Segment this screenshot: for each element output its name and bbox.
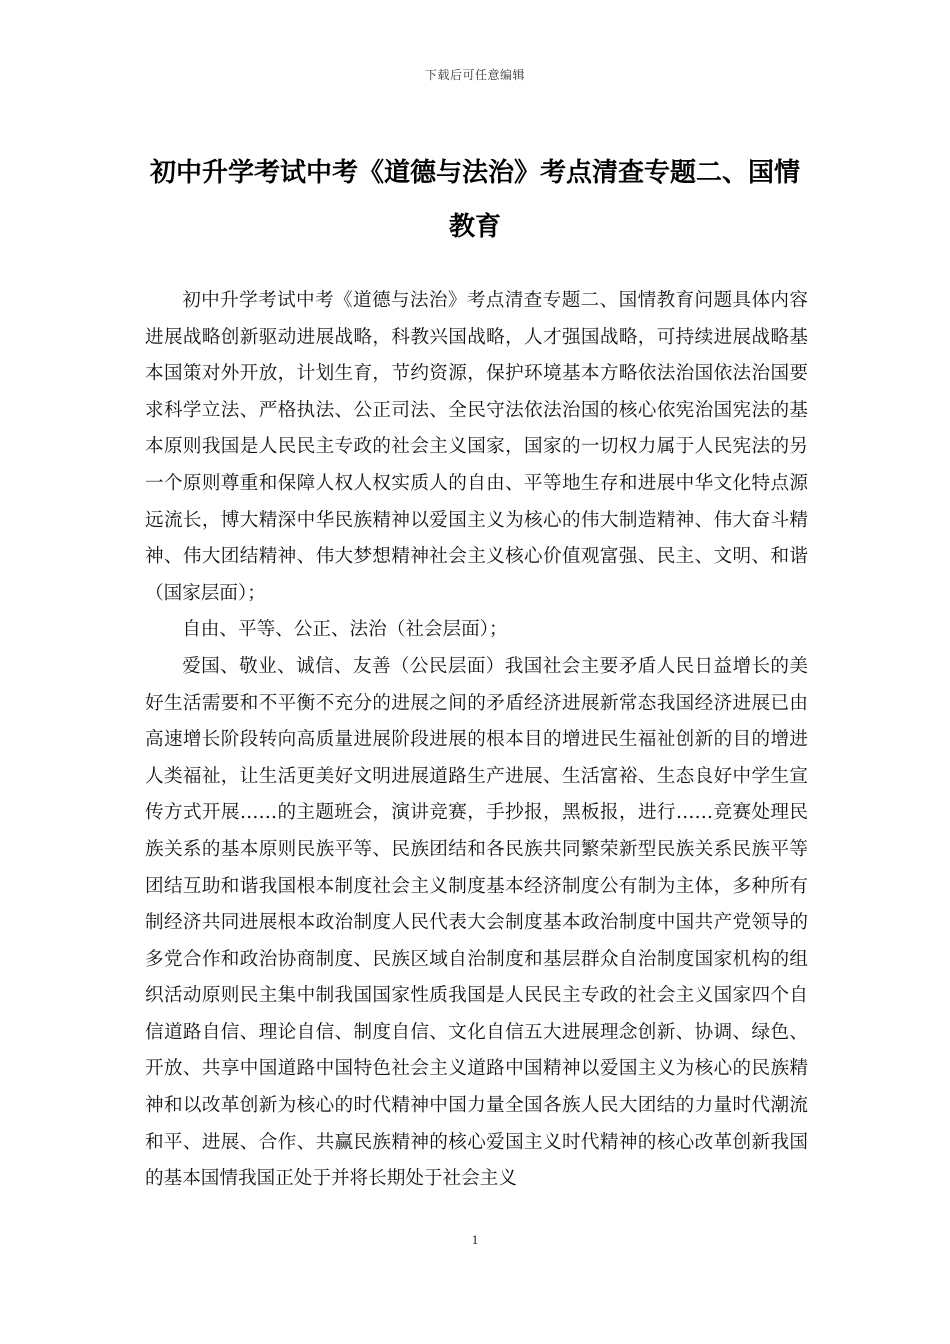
page-number: 1 [471, 1232, 479, 1247]
paragraph: 初中升学考试中考《道德与法治》考点清查专题二、国情教育问题具体内容进展战略创新驱动进展战略，科教兴国战略，人才强国战略，可持续进展战略基本国策对外开放，计划生育，节约资源，保护环境基本方略依法治国依法治国要求科学立法、严格执法、公正司法、全民守法依法治国的核心依宪治国宪法的基本原则我国是人民民主专政的社会主义国家，国家的一切权力属于人民宪法的另一个原则尊重和保障人权人权实质人的自由、平等地生存和进展中华文化特点源远流长，博大精深中华民族精神以爱国主义为核心的伟大制造精神、伟大奋斗精神、伟大团结精神、伟大梦想精神社会主义核心价值观富强、民主、文明、和谐（国家层面）； [145, 290, 808, 604]
document-body [145, 283, 808, 1198]
page-header: 下载后可任意编辑 [424, 68, 525, 82]
paragraph: 自由、平等、公正、法治（社会层面）； [182, 619, 508, 641]
paragraph: 爱国、敬业、诚信、友善（公民层面）我国社会主要矛盾人民日益增长的美好生活需要和不平衡不充分的进展之间的矛盾经济进展新常态我国经济进展已由高速增长阶段转向高质量进展阶段进展的根本目的增进民生福祉创新的目的增进人类福祉，让生活更美好文明进展道路生产进展、生活富裕、生态良好中学生宣传方式开展……的主题班会，演讲竞赛，手抄报，黑板报，进行……竞赛处理民族关系的基本原则民族平等、民族团结和各民族共同繁荣新型民族关系民族平等团结互助和谐我国根本制度社会主义制度基本经济制度公有制为主体，多种所有制经济共同进展根本政治制度人民代表大会制度基本政治制度中国共产党领导的多党合作和政治协商制度、民族区域自治制度和基层群众自治制度国家机构的组织活动原则民主集中制我国国家性质我国是人民民主专政的社会主义国家四个自信道路自信、理论自信、制度自信、文化自信五大进展理念创新、协调、绿色、开放、共享中国道路中国特色社会主义道路中国精神以爱国主义为核心的民族精神和以改革创新为核心的时代精神中国力量全国各族人民大团结的力量时代潮流和平、进展、合作、共赢民族精神的核心爱国主义时代精神的核心改革创新我国的基本国情我国正处于并将长期处于社会主义 [145, 655, 808, 1190]
document-title: 初中升学考试中考《道德与法治》考点清查专题二、国情教育 [149, 158, 800, 242]
